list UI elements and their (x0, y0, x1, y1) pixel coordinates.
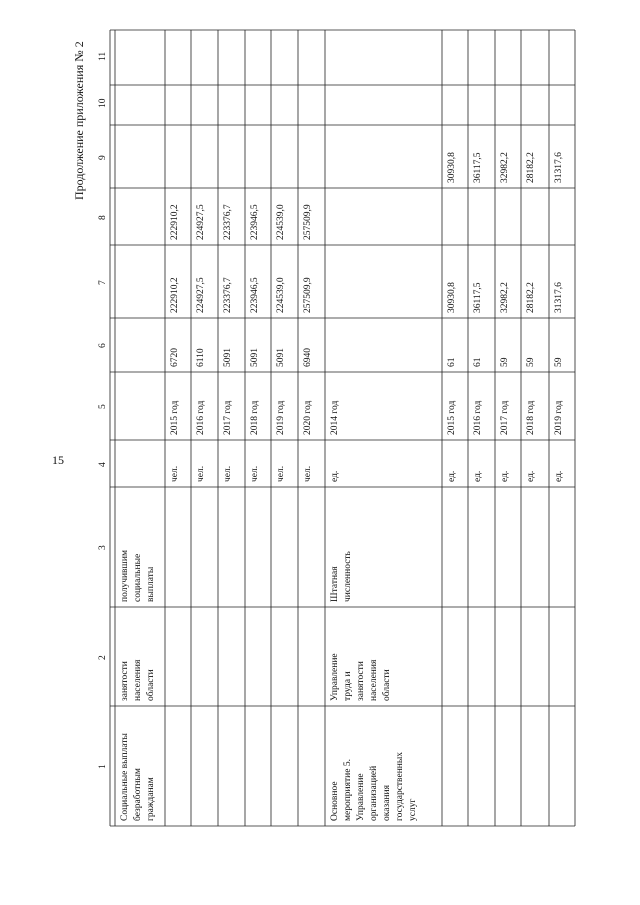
table-cell: 6110 (196, 348, 206, 367)
table-cell: 2017 год (500, 400, 510, 435)
table-cell: 224927,5 (196, 277, 206, 313)
table-cell: 2018 год (526, 400, 536, 435)
table-cell: 2017 год (223, 400, 233, 435)
table-cell: ед. (330, 470, 340, 482)
table-cell: ед. (554, 470, 564, 482)
table-cell: 5091 (250, 348, 260, 367)
table-cell: 30930,8 (447, 152, 457, 183)
table-cell: 222910,2 (170, 277, 180, 313)
page-number: 15 (52, 453, 64, 467)
column-number: 6 (98, 343, 108, 348)
table-cell: Основное мероприятие 5. Управление организацией оказания государственных услуг (330, 751, 418, 821)
table-cell: 28182,2 (526, 152, 536, 183)
page-header: Продолжение приложения № 2 (72, 41, 86, 200)
table-cell: чел. (303, 465, 313, 482)
table-cell: 224539,0 (276, 204, 286, 240)
table-cell: 59 (554, 357, 564, 367)
table-cell: 59 (500, 357, 510, 367)
table-cell: 36117,5 (473, 152, 483, 183)
table-cell: 2020 год (303, 400, 313, 435)
table-cell: Социальные выплаты безработным гражданам (120, 733, 156, 821)
column-number: 10 (98, 98, 108, 108)
table-cell: 31317,6 (554, 282, 564, 313)
table-cell: 5091 (223, 348, 233, 367)
table-cell: ед. (447, 470, 457, 482)
column-number: 2 (98, 654, 108, 660)
table-cell: 2015 год (447, 400, 457, 435)
column-number: 3 (98, 545, 108, 550)
table-cell: чел. (276, 465, 286, 482)
table-cell: чел. (250, 465, 260, 482)
table-cell: чел. (223, 465, 233, 482)
table-cell: 2015 год (170, 400, 180, 435)
table-cell: ед. (526, 470, 536, 482)
column-number: 1 (98, 764, 108, 769)
table-cell: чел. (196, 465, 206, 482)
column-number: 8 (98, 214, 108, 220)
table-cell: 61 (473, 357, 483, 367)
column-number: 4 (98, 461, 108, 467)
table-cell: 5091 (276, 348, 286, 367)
column-number: 11 (98, 51, 108, 61)
table-cell: 223376,7 (223, 277, 233, 313)
table-cell: 223376,7 (223, 204, 233, 240)
table-cell: 32982,2 (500, 152, 510, 183)
table-cell: 2016 год (473, 400, 483, 435)
table-cell: занятости населения области (120, 659, 156, 701)
table-cell: Управление труда и занятости населения области (330, 653, 392, 701)
table-cell: 28182,2 (526, 282, 536, 313)
table-cell: Штатная численность (330, 551, 353, 602)
table-cell: 257509,9 (303, 204, 313, 240)
table-cell: 6720 (170, 348, 180, 367)
table-cell: получившим социальные выплаты (120, 550, 156, 602)
table-cell: 224927,5 (196, 204, 206, 240)
table-cell: 36117,5 (473, 282, 483, 313)
table-cell: 223946,5 (250, 204, 260, 240)
column-number: 5 (98, 404, 108, 409)
table-cell: чел. (170, 465, 180, 482)
table-cell: 59 (526, 357, 536, 367)
table-cell: 2019 год (276, 400, 286, 435)
table-cell: 2016 год (196, 400, 206, 435)
table-cell: ед. (473, 470, 483, 482)
table-cell: 61 (447, 357, 457, 367)
table-cell: 257509,9 (303, 277, 313, 313)
table-cell: 222910,2 (170, 204, 180, 240)
column-number: 9 (98, 154, 108, 160)
column-number: 7 (98, 279, 108, 285)
table-cell: 224539,0 (276, 277, 286, 313)
table-cell: 31317,6 (554, 152, 564, 183)
table-cell: 2018 год (250, 400, 260, 435)
table-cell: 2014 год (330, 400, 340, 435)
table-cell: 32982,2 (500, 282, 510, 313)
table-cell: 2019 год (554, 400, 564, 435)
table-cell: 30930,8 (447, 282, 457, 313)
table-cell: 6940 (303, 348, 313, 367)
table-cell: 223946,5 (250, 277, 260, 313)
table-cell: ед. (500, 470, 510, 482)
